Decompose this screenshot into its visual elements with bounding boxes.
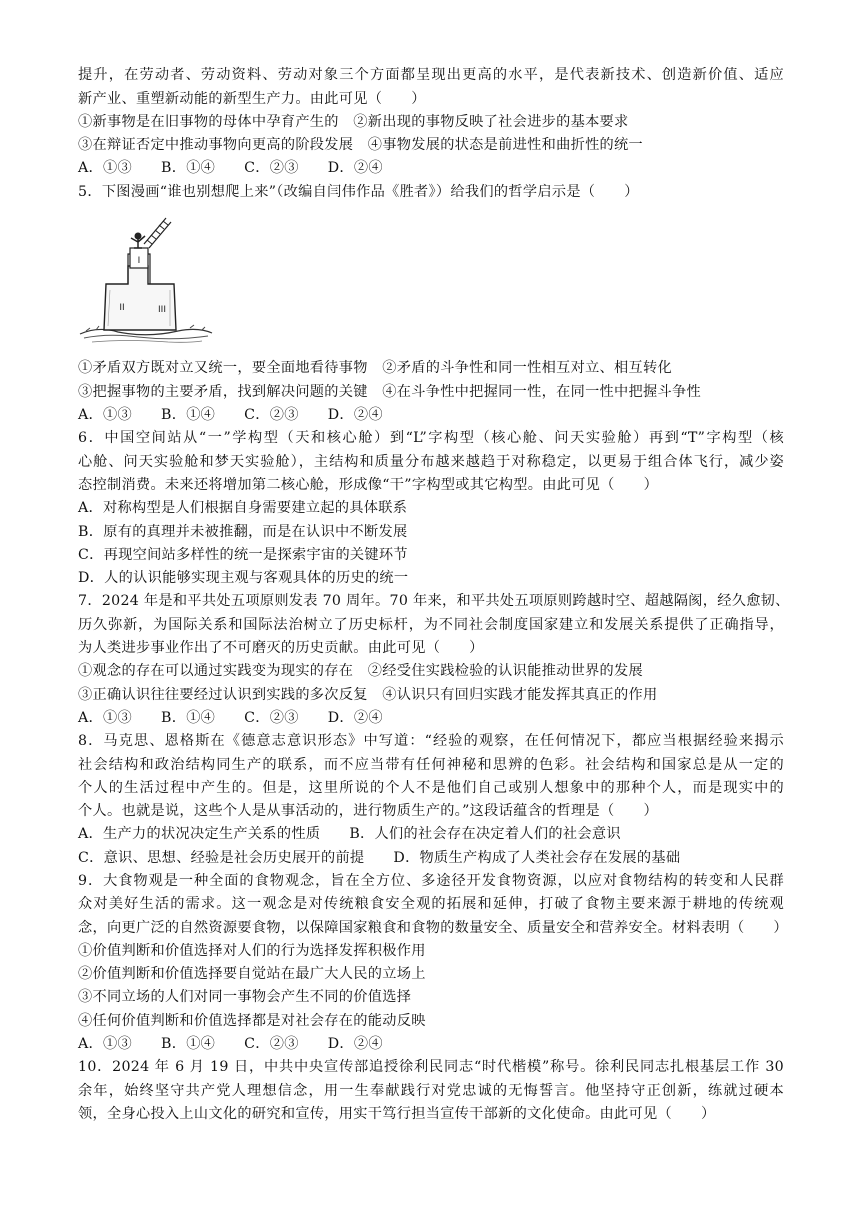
q9-options: A．①③ B．①④ C．②③ D．②④ — [78, 1036, 383, 1052]
q9-statement-3: ③不同立场的人们对同一事物会产生不同的价值选择 — [78, 989, 412, 1005]
svg-text:III: III — [158, 305, 166, 315]
q6-stem-line-2: 心舱、问天实验舱和梦天实验舱），主结构和质量分布越来越趋于对称稳定，以更易于组合体飞行，减少姿 — [78, 454, 784, 470]
q8-stem-line-4: 个人。也就是说，这些个人是从事活动的，进行物质生产的。”这段话蕴含的哲理是（ ） — [78, 803, 658, 819]
q6-option-d: D．人的认识能够实现主观与客观具体的历史的统一 — [78, 570, 409, 586]
q10-stem-line-2: 余年，始终坚守共产党人理想信念，用一生奉献践行对党忠诚的无悔誓言。他坚持守正创新，练就过硬本 — [78, 1083, 784, 1099]
q5-options: A．①③ B．①④ C．②③ D．②④ — [78, 407, 383, 423]
q8-options-cd: C．意识、思想、经验是社会历史展开的前提 D．物质生产构成了人类社会存在发展的基础 — [78, 850, 681, 866]
q7-stem-line-3: 为人类进步事业作出了不可磨灭的历史贡献。由此可见（ ） — [78, 640, 484, 656]
q6-stem-line-1: 6．中国空间站从“一”学构型（天和核心舱）到“L”字构型（核心舱、问天实验舱）再到“T”字构型（核 — [78, 430, 784, 446]
q6-option-a: A．对称构型是人们根据自身需要建立起的具体联系 — [78, 500, 408, 516]
q9-stem-line-1: 9．大食物观是一种全面的食物观念，旨在全方位、多途径开发食物资源，以应对食物结构的转变和人民群 — [78, 873, 784, 889]
q9-statement-4: ④任何价值判断和价值选择都是对社会存在的能动反映 — [78, 1013, 426, 1029]
q7-stem-line-1: 7．2024 年是和平共处五项原则发表 70 周年。70 年来，和平共处五项原则跨越时空、超越隔阂，经久愈韧、 — [78, 593, 790, 609]
q7-stem-line-2: 历久弥新，为国际关系和国际法治树立了历史标杆，为不同社会制度国家建立和发展关系提供了正确指导， — [78, 617, 784, 633]
svg-text:I: I — [137, 256, 141, 266]
cartoon-podium-image — [78, 214, 214, 346]
svg-text:II: II — [119, 303, 125, 313]
q4-options: A．①③ B．①④ C．②③ D．②④ — [78, 160, 383, 176]
q5-stem: 5．下图漫画“谁也别想爬上来”（改编自闫伟作品《胜者》）给我们的哲学启示是（ ） — [78, 184, 639, 200]
q5-statements-2: ③把握事物的主要矛盾，找到解决问题的关键 ④在斗争性中把握同一性，在同一性中把握斗争性 — [78, 384, 701, 400]
q8-stem-line-2: 社会结构和政治结构同生产的联系，而不应当带有任何神秘和思辨的色彩。社会结构和国家总是从一定的 — [78, 757, 784, 773]
q8-options-ab: A．生产力的状况决定生产关系的性质 B．人们的社会存在决定着人们的社会意识 — [78, 826, 621, 842]
q5-statements-1: ①矛盾双方既对立又统一，要全面地看待事物 ②矛盾的斗争性和同一性相互对立、相互转化 — [78, 360, 672, 376]
q9-statement-1: ①价值判断和价值选择对人们的行为选择发挥积极作用 — [78, 943, 426, 959]
q4-stem-line-2: 新产业、重塑新动能的新型生产力。由此可见（ ） — [78, 91, 426, 107]
q8-stem-line-1: 8．马克思、恩格斯在《德意志意识形态》中写道：“经验的观察，在任何情况下，都应当根据经验来揭示 — [78, 733, 784, 749]
q8-stem-line-3: 个人的生活过程中产生的。但是，这里所说的个人不是他们自己或别人想象中的那种个人，而是现实中的 — [78, 780, 784, 796]
q4-stem-line-1: 提升，在劳动者、劳动资料、劳动对象三个方面都呈现出更高的水平，是代表新技术、创造新价值、适应 — [78, 67, 784, 83]
q7-statements-2: ③正确认识往往要经过认识到实践的多次反复 ④认识只有回归实践才能发挥其真正的作用 — [78, 687, 658, 703]
q7-options: A．①③ B．①④ C．②③ D．②④ — [78, 710, 383, 726]
q9-statement-2: ②价值判断和价值选择要自觉站在最广大人民的立场上 — [78, 966, 426, 982]
q4-statements-1: ①新事物是在旧事物的母体中孕育产生的 ②新出现的事物反映了社会进步的基本要求 — [78, 114, 629, 130]
q9-stem-line-3: 念，向更广泛的自然资源要食物，以保障国家粮食和食物的数量安全、质量安全和营养安全。材料表明（ ） — [78, 920, 788, 936]
q7-statements-1: ①观念的存在可以通过实践变为现实的存在 ②经受住实践检验的认识能推动世界的发展 — [78, 663, 644, 679]
q9-stem-line-2: 众对美好生活的需求。这一观念是对传统粮食安全观的拓展和延伸，打破了食物主要来源于耕地的传统观 — [78, 896, 784, 912]
q6-stem-line-3: 态控制消费。未来还将增加第二核心舱，形成像“干”字构型或其它构型。由此可见（ ） — [78, 477, 659, 493]
q10-stem-line-1: 10．2024 年 6 月 19 日，中共中央宣传部追授徐利民同志“时代楷模”称号。徐利民同志扎根基层工作 30 — [78, 1059, 784, 1075]
q6-option-c: C．再现空间站多样性的统一是探索宇宙的关键环节 — [78, 547, 408, 563]
q10-stem-line-3: 领，全身心投入上山文化的研究和宣传，用实干笃行担当宣传干部新的文化使命。由此可见（ ） — [78, 1106, 716, 1122]
q6-option-b: B．原有的真理并未被推翻，而是在认识中不断发展 — [78, 524, 408, 540]
q4-statements-2: ③在辩证否定中推动事物向更高的阶段发展 ④事物发展的状态是前进性和曲折性的统一 — [78, 137, 644, 153]
